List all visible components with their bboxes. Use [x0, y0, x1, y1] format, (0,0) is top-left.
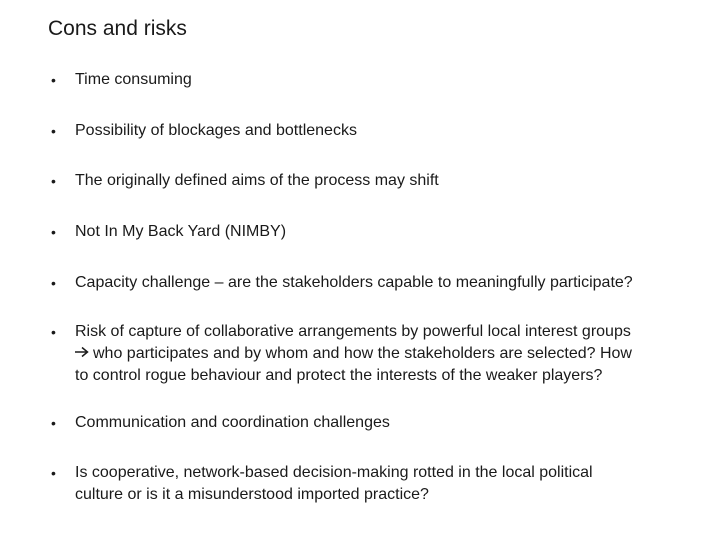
bullet-dot: •: [51, 123, 56, 139]
bullet-text: The originally defined aims of the process may shift: [75, 172, 439, 189]
list-item: [48, 462, 698, 506]
list-item: [48, 221, 698, 243]
bullet-text: Possibility of blockages and bottlenecks: [75, 122, 357, 139]
right-arrow-icon: [75, 343, 89, 365]
bullet-text-line: culture or is it a misunderstood imported practice?: [75, 486, 429, 503]
bullet-text: Time consuming: [75, 71, 192, 88]
bullet-dot: •: [51, 465, 56, 481]
bullet-dot: •: [51, 415, 56, 431]
list-item: [48, 412, 698, 434]
slide-title: Cons and risks: [48, 17, 187, 40]
bullet-text-line: Is cooperative, network-based decision-making rotted in the local political: [75, 464, 593, 481]
list-item: [48, 120, 698, 142]
bullet-dot: •: [51, 72, 56, 88]
bullet-text: Communication and coordination challenges: [75, 414, 390, 431]
list-item: [48, 272, 698, 294]
bullet-text: Not In My Back Yard (NIMBY): [75, 223, 287, 240]
bullet-text: Capacity challenge – are the stakeholders capable to meaningfully participate?: [75, 274, 633, 291]
bullet-text-line: to control rogue behaviour and protect the interests of the weaker players?: [75, 367, 603, 384]
list-item: [48, 170, 698, 192]
bullet-text-line: Risk of capture of collaborative arrangements by powerful local interest groups: [75, 323, 631, 340]
bullet-dot: •: [51, 224, 56, 240]
list-item: [48, 69, 698, 91]
list-item: [48, 321, 698, 387]
bullet-dot: •: [51, 173, 56, 189]
bullet-text-line: who participates and by whom and how the stakeholders are selected? How: [93, 345, 632, 362]
bullet-dot: •: [51, 275, 56, 291]
bullet-dot: •: [51, 324, 56, 340]
